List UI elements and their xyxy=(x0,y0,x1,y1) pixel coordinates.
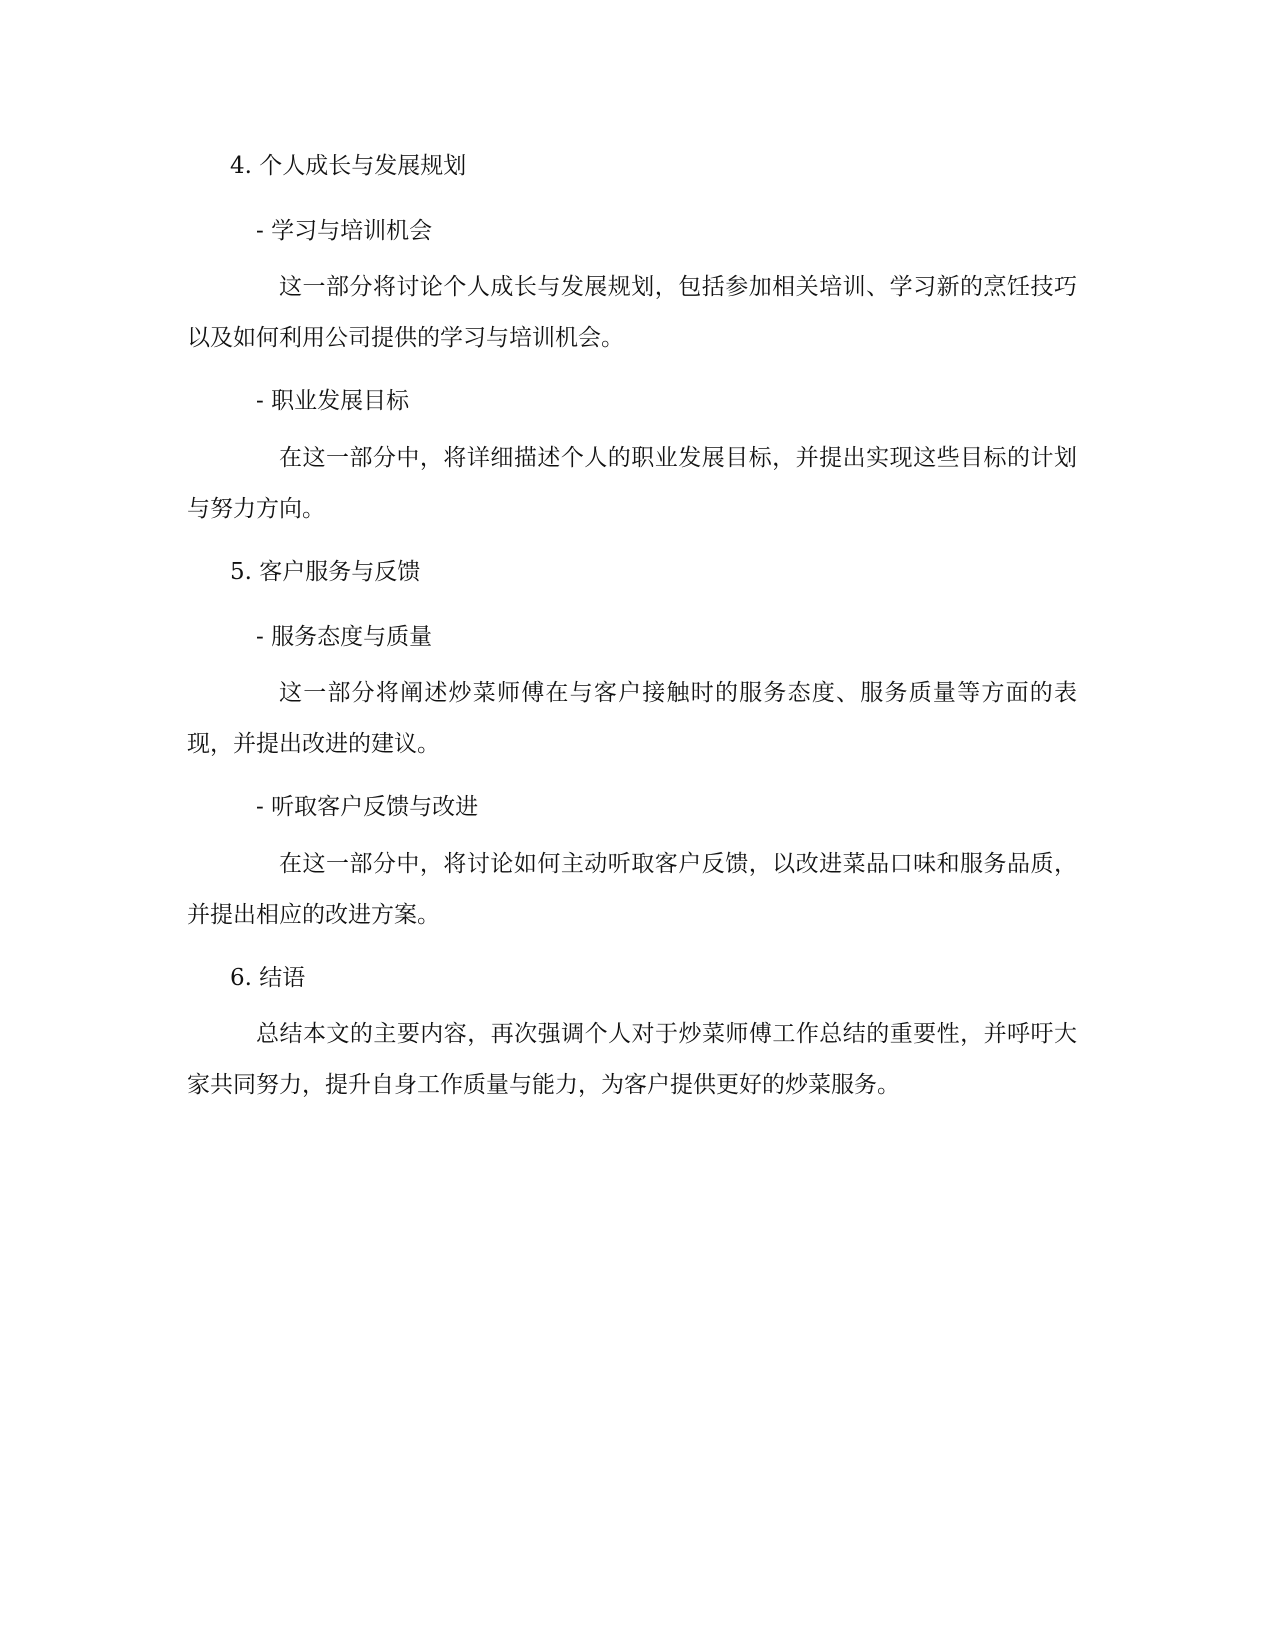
section-heading: 4. 个人成长与发展规划 xyxy=(230,153,467,179)
section-heading: 5. 客户服务与反馈 xyxy=(230,559,421,585)
body-paragraph: 在这一部分中，将详细描述个人的职业发展目标，并提出实现这些目标的计划与努力方向。 xyxy=(187,445,1077,522)
subsection-heading: - 听取客户反馈与改进 xyxy=(256,794,479,820)
subsection-heading: - 学习与培训机会 xyxy=(256,218,433,244)
body-paragraph: 总结本文的主要内容，再次强调个人对于炒菜师傅工作总结的重要性，并呼吁大家共同努力，提升自身工作质量与能力，为客户提供更好的炒菜服务。 xyxy=(187,1021,1077,1098)
section-heading: 6. 结语 xyxy=(230,965,306,991)
body-paragraph: 这一部分将讨论个人成长与发展规划，包括参加相关培训、学习新的烹饪技巧以及如何利用公司提供的学习与培训机会。 xyxy=(187,274,1077,351)
subsection-heading: - 服务态度与质量 xyxy=(256,624,433,650)
body-paragraph: 在这一部分中，将讨论如何主动听取客户反馈，以改进菜品口味和服务品质，并提出相应的改进方案。 xyxy=(187,851,1077,928)
subsection-heading: - 职业发展目标 xyxy=(256,388,410,414)
body-paragraph: 这一部分将阐述炒菜师傅在与客户接触时的服务态度、服务质量等方面的表现，并提出改进的建议。 xyxy=(187,680,1077,757)
